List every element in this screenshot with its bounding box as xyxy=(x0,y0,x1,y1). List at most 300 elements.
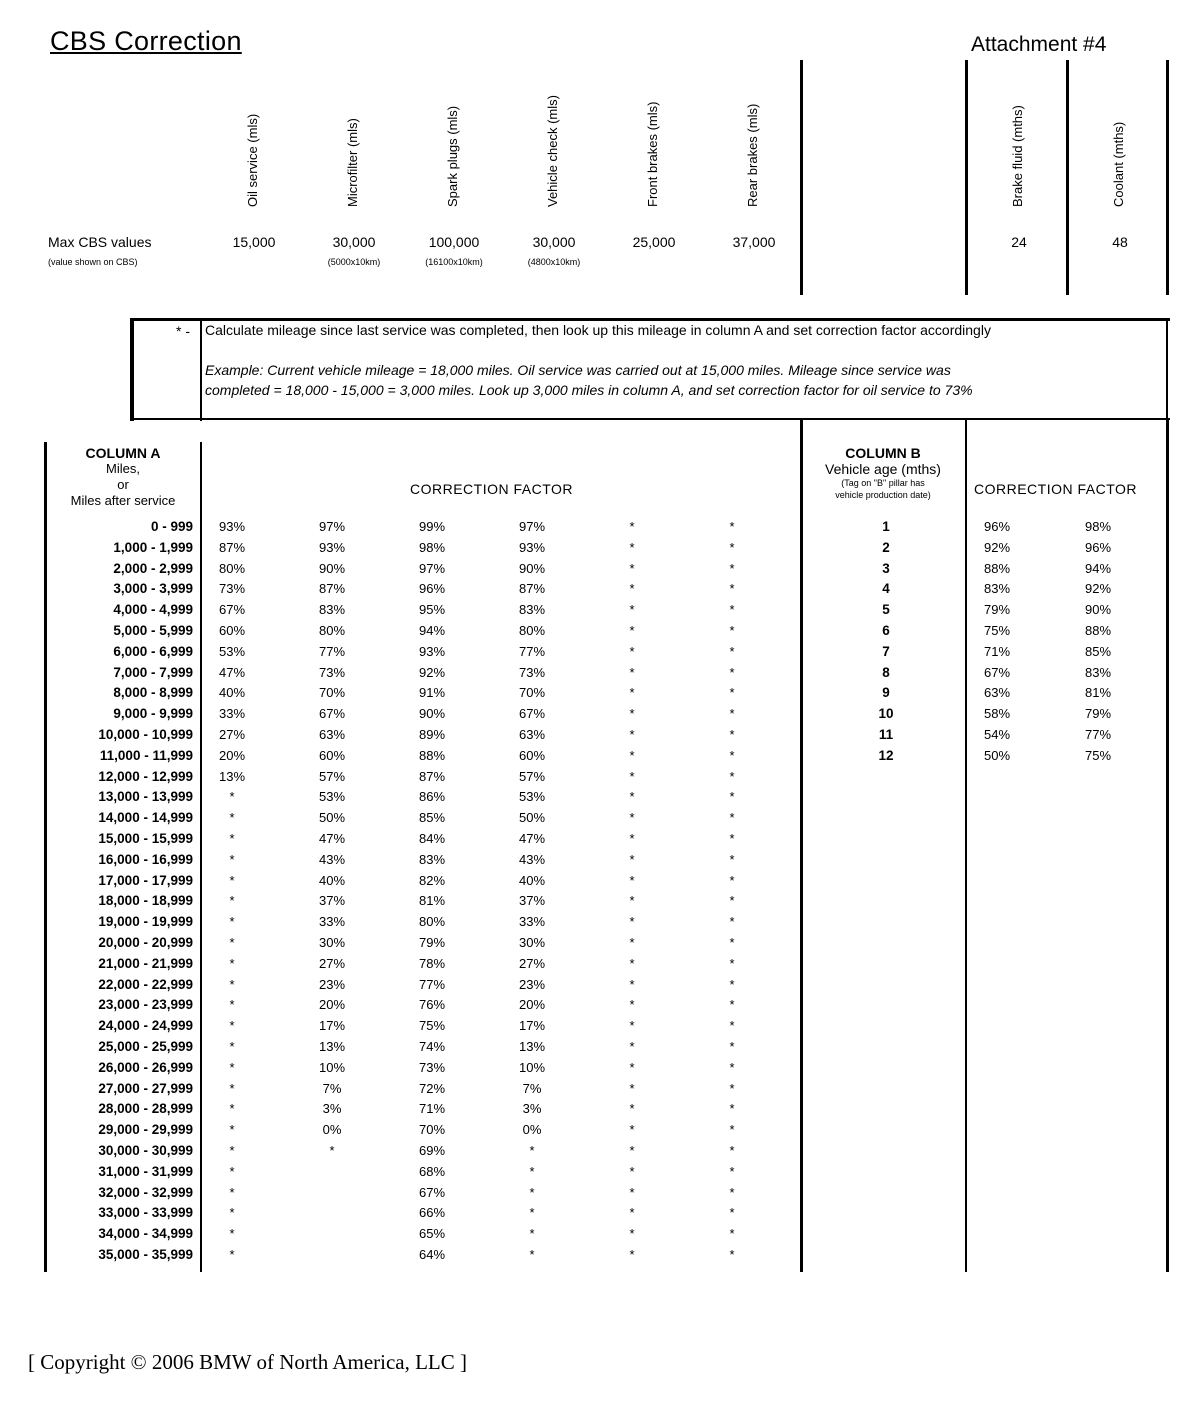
correction-cell-b: 81% xyxy=(1084,685,1112,701)
correction-cell-b: 92% xyxy=(1084,581,1112,597)
correction-cell: * xyxy=(629,581,635,597)
correction-cell: * xyxy=(629,727,635,742)
correction-cell: 20% xyxy=(318,997,346,1013)
correction-cell: * xyxy=(629,1080,635,1096)
correction-cell: * xyxy=(729,560,735,576)
correction-cell: 40% xyxy=(318,872,346,888)
correction-cell: * xyxy=(729,519,735,534)
correction-cell: 97% xyxy=(418,560,446,576)
correction-cell: * xyxy=(229,831,235,846)
correction-cell: * xyxy=(729,643,735,659)
correction-cell: * xyxy=(229,1080,235,1096)
table-right-border xyxy=(1166,420,1169,1272)
correction-cell: 13% xyxy=(518,1039,546,1054)
correction-cell: 7% xyxy=(522,1080,542,1096)
correction-cell: 90% xyxy=(418,706,446,722)
correction-cell: 17% xyxy=(518,1018,546,1034)
correction-cell: 86% xyxy=(418,789,446,805)
correction-cell: 17% xyxy=(318,1018,346,1034)
correction-cell: 20% xyxy=(518,997,546,1013)
correction-cell: * xyxy=(729,1018,735,1034)
correction-cell: * xyxy=(629,1122,635,1138)
correction-cell: * xyxy=(229,997,235,1013)
correction-cell: * xyxy=(529,1226,535,1242)
page-title: CBS Correction xyxy=(50,26,242,56)
correction-cell: * xyxy=(229,914,235,930)
mileage-range: 11,000 - 11,999 xyxy=(99,747,193,763)
column-header-b: Brake fluid (mths) xyxy=(1010,105,1025,207)
correction-cell: 96% xyxy=(418,581,446,597)
correction-cell: * xyxy=(729,893,735,909)
correction-cell: 83% xyxy=(518,602,546,618)
correction-cell: * xyxy=(729,935,735,950)
max-cbs-value: 100,000 xyxy=(428,234,480,250)
max-cbs-value: 25,000 xyxy=(632,234,676,250)
correction-cell: * xyxy=(229,1143,235,1158)
correction-factor-label: CORRECTION FACTOR xyxy=(410,481,574,497)
correction-cell: 3% xyxy=(322,1101,342,1117)
correction-cell-b: 79% xyxy=(1084,706,1112,722)
correction-cell: 77% xyxy=(318,643,346,659)
correction-cell: 90% xyxy=(518,560,546,576)
correction-cell: 97% xyxy=(518,519,546,534)
max-cbs-value: 30,000 xyxy=(332,234,376,250)
mileage-range: 27,000 - 27,999 xyxy=(98,1080,193,1096)
correction-cell: * xyxy=(729,685,735,701)
correction-cell: 92% xyxy=(418,664,446,680)
correction-cell: 88% xyxy=(418,747,446,763)
vehicle-age: 10 xyxy=(878,706,894,722)
correction-cell: 94% xyxy=(418,623,446,638)
max-cbs-value: 15,000 xyxy=(232,234,276,250)
correction-cell: * xyxy=(729,1039,735,1054)
correction-cell: * xyxy=(629,893,635,909)
correction-cell: 37% xyxy=(318,893,346,909)
correction-cell: 53% xyxy=(218,643,246,659)
correction-cell-b: 75% xyxy=(983,623,1011,638)
correction-cell: * xyxy=(729,1080,735,1096)
correction-cell: * xyxy=(729,1122,735,1138)
correction-cell: * xyxy=(729,1143,735,1158)
column-b-title: COLUMN B xyxy=(845,445,921,461)
correction-cell: 60% xyxy=(318,747,346,763)
correction-cell-b: 54% xyxy=(983,727,1011,742)
correction-cell: 80% xyxy=(218,560,246,576)
correction-cell: 83% xyxy=(418,851,446,867)
correction-cell: * xyxy=(629,643,635,659)
mileage-range: 14,000 - 14,999 xyxy=(98,810,193,826)
mileage-range: 21,000 - 21,999 xyxy=(98,955,193,971)
correction-cell: * xyxy=(629,789,635,805)
correction-cell-b: 58% xyxy=(983,706,1011,722)
divider xyxy=(1066,60,1069,295)
correction-cell: 84% xyxy=(418,831,446,846)
correction-cell: * xyxy=(729,727,735,742)
correction-cell-b: 77% xyxy=(1084,727,1112,742)
correction-cell: 93% xyxy=(318,539,346,555)
correction-cell: * xyxy=(729,1226,735,1242)
correction-cell: 80% xyxy=(518,623,546,638)
correction-cell: 3% xyxy=(522,1101,542,1117)
correction-cell: 97% xyxy=(318,519,346,534)
correction-cell: * xyxy=(629,1018,635,1034)
correction-cell: 73% xyxy=(218,581,246,597)
correction-cell: 0% xyxy=(322,1122,342,1138)
correction-cell: * xyxy=(729,872,735,888)
correction-cell: * xyxy=(229,1101,235,1117)
correction-cell: 10% xyxy=(518,1059,546,1075)
vehicle-age: 7 xyxy=(882,643,890,659)
column-header: Microfilter (mls) xyxy=(345,118,360,207)
correction-cell: * xyxy=(629,1163,635,1179)
mileage-range: 8,000 - 8,999 xyxy=(113,685,193,701)
column-a-header xyxy=(48,445,198,509)
correction-cell: * xyxy=(629,935,635,950)
correction-cell: * xyxy=(229,872,235,888)
correction-cell: 43% xyxy=(318,851,346,867)
correction-cell: * xyxy=(729,1101,735,1117)
correction-cell: * xyxy=(529,1184,535,1200)
correction-cell: * xyxy=(629,851,635,867)
column-a-line2: Miles, xyxy=(106,461,140,476)
vehicle-age: 4 xyxy=(882,581,890,597)
correction-cell: * xyxy=(729,1059,735,1075)
correction-cell: * xyxy=(629,955,635,971)
correction-cell: 33% xyxy=(318,914,346,930)
note-box-right xyxy=(1166,318,1168,421)
correction-cell: * xyxy=(729,997,735,1013)
vehicle-age: 5 xyxy=(882,602,890,618)
correction-cell: 37% xyxy=(518,893,546,909)
column-header: Oil service (mls) xyxy=(245,113,260,207)
correction-cell-b: 88% xyxy=(983,560,1011,576)
correction-cell: * xyxy=(629,768,635,784)
note-line-2: Example: Current vehicle mileage = 18,000 miles. Oil service was carried out at 15,000 miles. Mileage since service was xyxy=(205,362,951,378)
correction-cell: * xyxy=(629,1059,635,1075)
column-header: Vehicle check (mls) xyxy=(545,95,560,207)
max-cbs-subvalue: (4800x10km) xyxy=(527,257,581,267)
correction-cell: 67% xyxy=(418,1184,446,1200)
correction-cell: * xyxy=(629,1039,635,1054)
correction-cell: 33% xyxy=(518,914,546,930)
correction-cell: 95% xyxy=(418,602,446,618)
correction-cell-b: 83% xyxy=(1084,664,1112,680)
mileage-range: 3,000 - 3,999 xyxy=(113,581,193,597)
mileage-range: 22,000 - 22,999 xyxy=(98,976,193,992)
note-star: * - xyxy=(176,323,190,339)
correction-cell: * xyxy=(629,560,635,576)
correction-cell: 93% xyxy=(218,519,246,534)
correction-cell: * xyxy=(729,810,735,826)
correction-cell: * xyxy=(229,1122,235,1138)
correction-cell: 47% xyxy=(218,664,246,680)
max-cbs-label: Max CBS values xyxy=(48,234,152,250)
correction-cell: * xyxy=(729,1163,735,1179)
column-b-header xyxy=(803,445,963,501)
correction-cell: 87% xyxy=(518,581,546,597)
correction-cell: * xyxy=(629,1184,635,1200)
correction-cell: 33% xyxy=(218,706,246,722)
correction-cell: 70% xyxy=(318,685,346,701)
correction-cell-b: 71% xyxy=(983,643,1011,659)
correction-cell-b: 50% xyxy=(983,747,1011,763)
correction-cell: * xyxy=(229,1163,235,1179)
correction-cell: 63% xyxy=(318,727,346,742)
correction-cell: 77% xyxy=(418,976,446,992)
correction-cell: * xyxy=(629,747,635,763)
correction-cell: * xyxy=(229,810,235,826)
correction-cell: * xyxy=(729,1247,735,1262)
correction-cell: * xyxy=(629,664,635,680)
correction-cell: 87% xyxy=(418,768,446,784)
correction-cell-b: 88% xyxy=(1084,623,1112,638)
correction-cell-b: 75% xyxy=(1084,747,1112,763)
correction-cell: * xyxy=(229,1018,235,1034)
correction-factor-label-b: CORRECTION FACTOR xyxy=(974,481,1138,497)
correction-cell: * xyxy=(229,1059,235,1075)
correction-cell: * xyxy=(629,976,635,992)
mileage-range: 18,000 - 18,999 xyxy=(98,893,193,909)
column-header: Spark plugs (mls) xyxy=(445,105,460,207)
correction-cell: * xyxy=(229,1247,235,1262)
correction-cell: * xyxy=(629,1247,635,1262)
correction-cell: 0% xyxy=(522,1122,542,1138)
note-box-bottom xyxy=(130,418,1170,420)
max-cbs-subvalue: (16100x10km) xyxy=(425,257,483,267)
column-a-title: COLUMN A xyxy=(85,445,161,461)
correction-cell-b: 63% xyxy=(983,685,1011,701)
correction-cell: 99% xyxy=(418,519,446,534)
correction-cell: 73% xyxy=(318,664,346,680)
correction-cell: 78% xyxy=(418,955,446,971)
correction-cell: 50% xyxy=(318,810,346,826)
vehicle-age: 1 xyxy=(882,519,890,534)
attachment-label: Attachment #4 xyxy=(971,33,1107,56)
correction-cell: * xyxy=(529,1143,535,1158)
mileage-range: 7,000 - 7,999 xyxy=(113,664,193,680)
mileage-range: 31,000 - 31,999 xyxy=(98,1163,193,1179)
correction-cell: 70% xyxy=(418,1122,446,1138)
correction-cell: 80% xyxy=(318,623,346,638)
mileage-range: 4,000 - 4,999 xyxy=(113,602,193,618)
note-line-1: Calculate mileage since last service was completed, then look up this mileage in column A and set correction factor accordingly xyxy=(205,322,991,338)
mileage-range: 15,000 - 15,999 xyxy=(98,831,193,846)
column-a-line3: or xyxy=(117,477,129,492)
divider xyxy=(800,60,803,295)
mileage-range: 29,000 - 29,999 xyxy=(98,1122,193,1138)
mileage-range: 13,000 - 13,999 xyxy=(98,789,193,805)
correction-cell: 53% xyxy=(518,789,546,805)
correction-cell: 47% xyxy=(318,831,346,846)
correction-cell: 75% xyxy=(418,1018,446,1034)
correction-cell: 30% xyxy=(318,935,346,950)
correction-cell: * xyxy=(729,976,735,992)
correction-cell: * xyxy=(529,1247,535,1262)
mileage-range: 26,000 - 26,999 xyxy=(98,1059,193,1075)
correction-cell: * xyxy=(329,1143,335,1158)
correction-cell: 79% xyxy=(418,935,446,950)
correction-cell: 40% xyxy=(218,685,246,701)
mileage-range: 25,000 - 25,999 xyxy=(98,1039,193,1054)
mileage-range: 17,000 - 17,999 xyxy=(98,872,193,888)
correction-cell: 20% xyxy=(218,747,246,763)
correction-cell: 65% xyxy=(418,1226,446,1242)
vehicle-age: 3 xyxy=(882,560,890,576)
correction-cell: * xyxy=(529,1205,535,1221)
divider xyxy=(1166,60,1169,295)
correction-cell: * xyxy=(729,539,735,555)
mileage-range: 6,000 - 6,999 xyxy=(113,643,193,659)
correction-cell: * xyxy=(229,851,235,867)
vehicle-age: 9 xyxy=(882,685,890,701)
correction-cell: 43% xyxy=(518,851,546,867)
correction-cell-b: 92% xyxy=(983,539,1011,555)
correction-cell: 30% xyxy=(518,935,546,950)
correction-cell: * xyxy=(629,1101,635,1117)
correction-cell: * xyxy=(629,1205,635,1221)
correction-cell: * xyxy=(729,706,735,722)
correction-cell: * xyxy=(229,1039,235,1054)
column-header-b: Coolant (mths) xyxy=(1111,121,1126,207)
correction-cell-b: 96% xyxy=(983,519,1011,534)
max-cbs-value: 37,000 xyxy=(732,234,776,250)
correction-cell: * xyxy=(229,893,235,909)
correction-cell: * xyxy=(229,1226,235,1242)
table-divider xyxy=(800,420,803,1272)
correction-cell-b: 85% xyxy=(1084,643,1112,659)
correction-cell-b: 98% xyxy=(1084,519,1112,534)
correction-cell: 72% xyxy=(418,1080,446,1096)
column-b-line2: Vehicle age (mths) xyxy=(825,461,941,477)
correction-cell: * xyxy=(729,602,735,618)
mileage-range: 1,000 - 1,999 xyxy=(113,539,193,555)
correction-cell: 67% xyxy=(318,706,346,722)
correction-cell: * xyxy=(629,685,635,701)
correction-cell-b: 90% xyxy=(1084,602,1112,618)
correction-cell: 68% xyxy=(418,1163,446,1179)
correction-cell: * xyxy=(529,1163,535,1179)
correction-cell: * xyxy=(729,789,735,805)
correction-cell: * xyxy=(729,851,735,867)
mileage-range: 35,000 - 35,999 xyxy=(98,1247,193,1262)
correction-cell-b: 94% xyxy=(1084,560,1112,576)
correction-cell: * xyxy=(629,602,635,618)
correction-cell: 73% xyxy=(418,1059,446,1075)
correction-cell: 7% xyxy=(322,1080,342,1096)
correction-cell: 27% xyxy=(318,955,346,971)
correction-cell: * xyxy=(629,831,635,846)
correction-cell: 13% xyxy=(218,768,246,784)
correction-cell: 27% xyxy=(218,727,246,742)
correction-cell: 13% xyxy=(318,1039,346,1054)
correction-cell: 60% xyxy=(218,623,246,638)
correction-cell: 73% xyxy=(518,664,546,680)
column-header: Front brakes (mls) xyxy=(645,101,660,207)
correction-cell: * xyxy=(729,747,735,763)
correction-cell: 40% xyxy=(518,872,546,888)
correction-cell: 57% xyxy=(318,768,346,784)
correction-cell: * xyxy=(729,1205,735,1221)
correction-cell: 81% xyxy=(418,893,446,909)
correction-cell: * xyxy=(729,768,735,784)
mileage-range: 28,000 - 28,999 xyxy=(98,1101,193,1117)
correction-cell: * xyxy=(229,1205,235,1221)
correction-cell: * xyxy=(629,810,635,826)
mileage-range: 16,000 - 16,999 xyxy=(98,851,193,867)
correction-cell: 93% xyxy=(518,539,546,555)
correction-cell: * xyxy=(629,914,635,930)
max-cbs-value: 30,000 xyxy=(532,234,576,250)
correction-cell: * xyxy=(729,1184,735,1200)
correction-cell: * xyxy=(229,955,235,971)
mileage-range: 9,000 - 9,999 xyxy=(113,706,193,722)
correction-cell: * xyxy=(729,914,735,930)
correction-cell: * xyxy=(729,955,735,971)
correction-cell: 67% xyxy=(518,706,546,722)
correction-cell: 87% xyxy=(318,581,346,597)
correction-cell: 50% xyxy=(518,810,546,826)
correction-cell: 83% xyxy=(318,602,346,618)
vehicle-age: 6 xyxy=(882,623,890,638)
correction-cell: 71% xyxy=(418,1101,446,1117)
correction-cell: 90% xyxy=(318,560,346,576)
correction-cell: 69% xyxy=(418,1143,446,1158)
mileage-range: 23,000 - 23,999 xyxy=(98,997,193,1013)
correction-cell: 64% xyxy=(418,1247,446,1262)
correction-cell: * xyxy=(629,519,635,534)
max-cbs-value-b: 24 xyxy=(1011,234,1027,250)
correction-cell: 60% xyxy=(518,747,546,763)
mileage-range: 32,000 - 32,999 xyxy=(98,1184,193,1200)
mileage-range: 10,000 - 10,999 xyxy=(98,727,193,742)
vehicle-age: 11 xyxy=(878,727,894,742)
correction-cell: * xyxy=(629,872,635,888)
correction-cell: 53% xyxy=(318,789,346,805)
max-cbs-sublabel: (value shown on CBS) xyxy=(48,257,138,267)
correction-cell: * xyxy=(629,539,635,555)
correction-cell: * xyxy=(729,581,735,597)
correction-cell: * xyxy=(629,706,635,722)
correction-cell: 91% xyxy=(418,685,446,701)
correction-cell: * xyxy=(629,997,635,1013)
correction-cell: * xyxy=(229,976,235,992)
correction-cell: * xyxy=(629,1143,635,1158)
table-left-border xyxy=(44,442,47,1272)
correction-cell: 57% xyxy=(518,768,546,784)
note-line-3: completed = 18,000 - 15,000 = 3,000 miles. Look up 3,000 miles in column A, and set correction factor for oil service to 73% xyxy=(205,382,973,398)
correction-cell-b: 83% xyxy=(983,581,1011,597)
correction-cell: 47% xyxy=(518,831,546,846)
correction-cell: 85% xyxy=(418,810,446,826)
correction-cell: * xyxy=(629,1226,635,1242)
mileage-range: 33,000 - 33,999 xyxy=(98,1205,193,1221)
column-b-line4: vehicle production date) xyxy=(835,490,931,500)
correction-cell: * xyxy=(229,935,235,950)
correction-cell: 63% xyxy=(518,727,546,742)
mileage-range: 5,000 - 5,999 xyxy=(113,623,193,638)
note-box-top xyxy=(130,318,1170,321)
correction-cell: 98% xyxy=(418,539,446,555)
mileage-range: 20,000 - 20,999 xyxy=(98,935,193,950)
correction-cell-b: 67% xyxy=(983,664,1011,680)
correction-cell: 87% xyxy=(218,539,246,555)
mileage-range: 12,000 - 12,999 xyxy=(98,768,193,784)
correction-cell: 74% xyxy=(418,1039,446,1054)
mileage-range: 24,000 - 24,999 xyxy=(98,1018,193,1034)
correction-cell: * xyxy=(729,831,735,846)
correction-cell: 93% xyxy=(418,643,446,659)
divider xyxy=(965,60,968,295)
